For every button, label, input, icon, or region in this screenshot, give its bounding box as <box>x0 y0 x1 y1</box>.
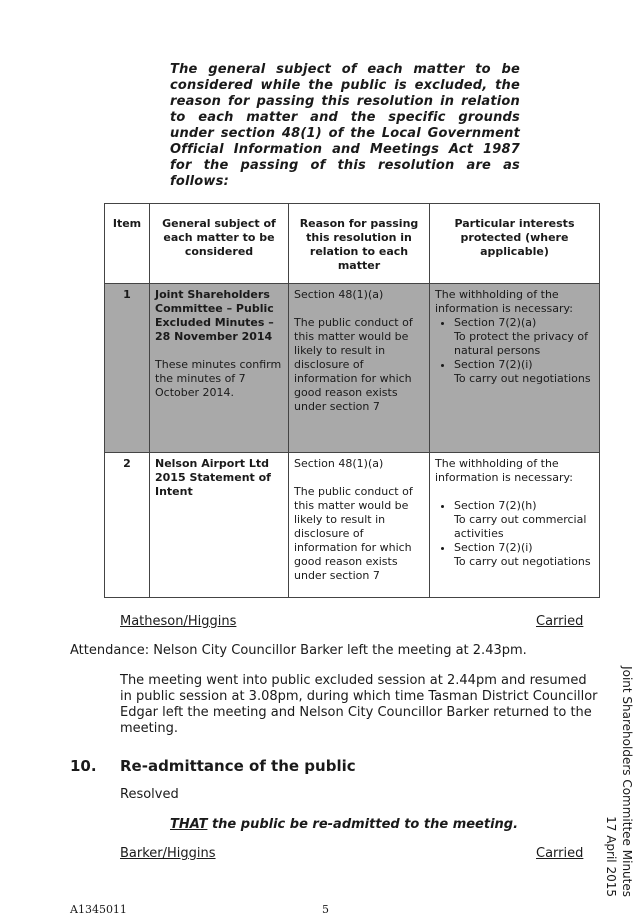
interests-cell <box>430 284 600 453</box>
interests-intro: The withholding of the information is necessary: <box>435 288 573 315</box>
movers-2: Barker/Higgins <box>120 846 216 861</box>
interests-list <box>435 499 594 569</box>
movers-1: Matheson/Higgins <box>120 614 237 629</box>
resolution-body: the public be re-admitted to the meeting. <box>207 817 519 832</box>
header-interests: Particular interests protected (where applicable) <box>430 204 600 284</box>
interest-text: To carry out negotiations <box>454 372 591 385</box>
header-reason: Reason for passing this resolution in relation to each matter <box>289 204 430 284</box>
item-number: 2 <box>105 453 150 598</box>
footer-page-number: 5 <box>322 903 329 916</box>
list-item <box>454 499 594 541</box>
that-keyword: THAT <box>170 817 208 832</box>
subject-cell <box>150 284 289 453</box>
attendance-note: Attendance: Nelson City Councillor Barker left the meeting at 2.43pm. <box>70 643 527 658</box>
list-item <box>454 316 594 358</box>
interest-text: To carry out negotiations <box>454 555 591 568</box>
interests-cell <box>430 453 600 598</box>
list-item <box>454 541 594 569</box>
sidebar-title: Joint Shareholders Committee Minutes <box>620 666 634 897</box>
sidebar-text <box>599 637 635 897</box>
sidebar-date: 17 April 2015 <box>604 816 618 897</box>
resolved-label: Resolved <box>120 787 179 802</box>
table-row <box>105 284 600 453</box>
section-title: Re-admittance of the public <box>120 757 356 775</box>
subject-cell <box>150 453 289 598</box>
list-item <box>454 358 594 386</box>
reason-section: Section 48(1)(a) <box>294 288 384 301</box>
section-number: 10. <box>70 757 97 775</box>
item-number: 1 <box>105 284 150 453</box>
header-item: Item <box>105 204 150 284</box>
subject-note: These minutes confirm the minutes of 7 October 2014. <box>155 358 282 399</box>
interest-text: To carry out commercial activities <box>454 513 587 540</box>
resolution-text <box>170 817 518 832</box>
subject-title: Nelson Airport Ltd 2015 Statement of Intent <box>155 457 271 498</box>
interest-section: Section 7(2)(a) <box>454 316 537 329</box>
result-1: Carried <box>536 614 584 629</box>
interest-section: Section 7(2)(i) <box>454 541 533 554</box>
reason-text: The public conduct of this matter would be likely to result in disclosure of information for which good reason exists under section 7 <box>294 316 413 413</box>
intro-paragraph: The general subject of each matter to be considered while the public is excluded, the reason for passing this resolution in relation to each matter and the specific grounds under section 48(1) of the Local Government Official Information and Meetings Act 1987 for the passing of this resolution are as follows: <box>170 62 520 189</box>
reason-cell <box>289 453 430 598</box>
margin-sidebar <box>603 637 637 897</box>
reason-section: Section 48(1)(a) <box>294 457 384 470</box>
interests-intro: The withholding of the information is necessary: <box>435 457 573 484</box>
reason-text: The public conduct of this matter would be likely to result in disclosure of information for which good reason exists under section 7 <box>294 485 413 582</box>
interests-list <box>435 316 594 386</box>
footer-doc-id: A1345011 <box>70 903 127 916</box>
header-subject: General subject of each matter to be considered <box>150 204 289 284</box>
subject-title: Joint Shareholders Committee – Public Excluded Minutes – 28 November 2014 <box>155 288 274 343</box>
table-header-row <box>105 204 600 284</box>
interest-section: Section 7(2)(h) <box>454 499 537 512</box>
session-paragraph: The meeting went into public excluded session at 2.44pm and resumed in public session at 3.08pm, during which time Tasman District Councillor Edgar left the meeting and Nelson City Councillor Barker returned to the meeting. <box>120 673 598 736</box>
table-row <box>105 453 600 598</box>
interest-section: Section 7(2)(i) <box>454 358 533 371</box>
public-excluded-table <box>104 203 600 598</box>
reason-cell <box>289 284 430 453</box>
result-2: Carried <box>536 846 584 861</box>
interest-text: To protect the privacy of natural persons <box>454 330 589 357</box>
